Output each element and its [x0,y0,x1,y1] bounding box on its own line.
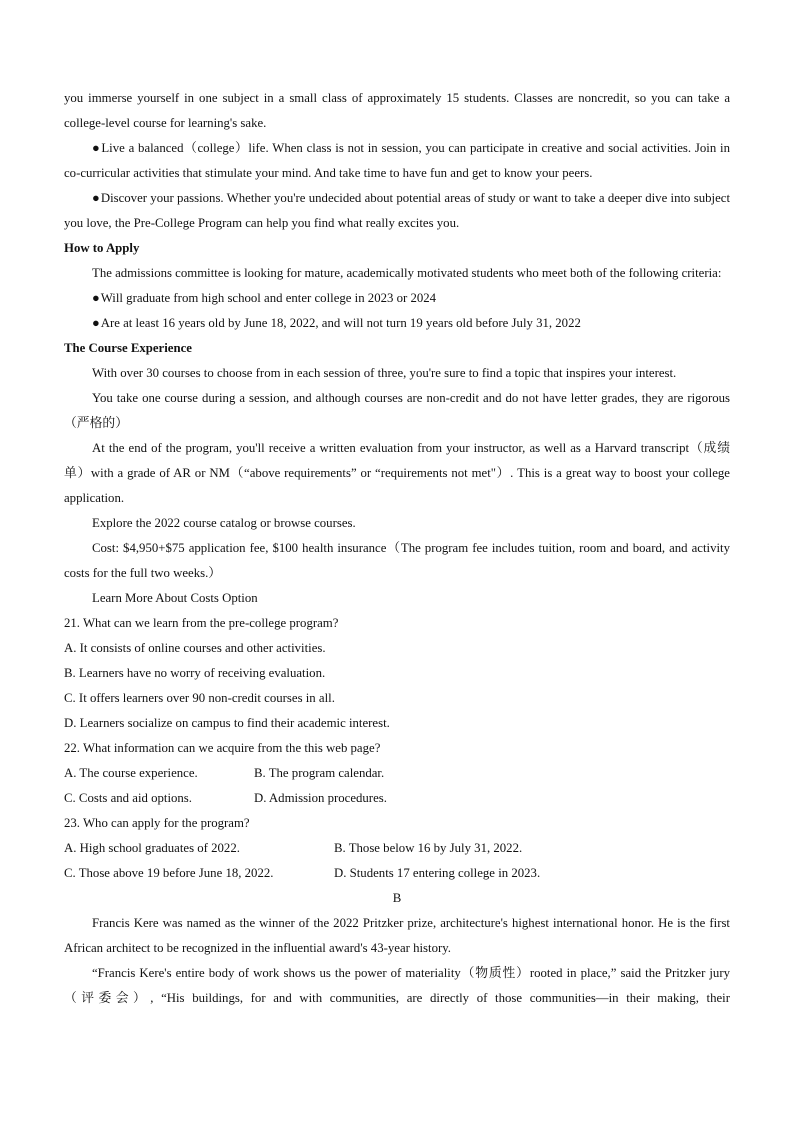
criteria-bullet-age: ● Are at least 16 years old by June 18, 2022, and will not turn 19 years old before July 31, 2022 [64,311,730,336]
question-22-option-c: C. Costs and aid options. [64,791,192,805]
cost-paragraph: Cost: $4,950+$75 application fee, $100 health insurance（The program fee includes tuition, room and board, and activity costs for the full two weeks.） [64,541,730,580]
section-b-p2: “Francis Kere's entire body of work shows us the power of materiality（物质性）rooted in place,” said the Pritzker jury（评委会）, “His buildings, for and with communities, are directly of those communities—in their making, their [64,966,730,1005]
question-23-options-row2 [64,861,730,886]
question-23-options-row1 [64,836,730,861]
question-21-option-b: B. Learners have no worry of receiving evaluation. [64,666,326,680]
question-23-option-b: B. Those below 16 by July 31, 2022. [334,841,523,855]
question-21-option-d: D. Learners socialize on campus to find their academic interest. [64,716,390,730]
document-page [64,86,730,1011]
course-experience-p1: With over 30 courses to choose from in each session of three, you're sure to find a topic that inspires your interest. [92,366,677,380]
question-22-option-d: D. Admission procedures. [254,791,387,805]
criteria-bullet-graduate: ● Will graduate from high school and enter college in 2023 or 2024 [64,286,730,311]
question-22-options-row2 [64,786,730,811]
course-experience-heading: The Course Experience [64,341,192,355]
question-22-options-row1 [64,761,730,786]
learn-more-costs-text: Learn More About Costs Option [92,591,258,605]
section-b-p1: Francis Kere was named as the winner of the 2022 Pritzker prize, architecture's highest international honor. He is the first African architect to be recognized in the influential award's 43-year history. [64,916,730,955]
question-23-option-a: A. High school graduates of 2022. [64,841,240,855]
question-23-stem: 23. Who can apply for the program? [64,816,250,830]
course-experience-p2: You take one course during a session, and although courses are non-credit and do not have letter grades, they are rigorous（严格的） [64,391,730,430]
question-22-option-a: A. The course experience. [64,766,198,780]
course-catalog-link-text: Explore the 2022 course catalog or browse courses. [92,516,356,530]
question-22-option-b: B. The program calendar. [254,766,385,780]
question-23-option-c: C. Those above 19 before June 18, 2022. [64,866,274,880]
question-23-option-d: D. Students 17 entering college in 2023. [334,866,541,880]
bullet-balanced-life: ● Live a balanced（college）life. When class is not in session, you can participate in creative and social activities. Join in co-curricular activities that stimulate your mind. And take time to have fun and get to know your peers. [64,136,730,186]
question-21-option-a: A. It consists of online courses and other activities. [64,641,326,655]
question-21-stem: 21. What can we learn from the pre-college program? [64,616,339,630]
intro-paragraph: you immerse yourself in one subject in a small class of approximately 15 students. Classes are noncredit, so you can take a college-level course for learning's sake. [64,91,730,130]
section-b-label: B [392,891,402,905]
question-22-stem: 22. What information can we acquire from the this web page? [64,741,381,755]
how-to-apply-heading: How to Apply [64,241,140,255]
course-experience-p3: At the end of the program, you'll receive a written evaluation from your instructor, as well as a Harvard transcript（成绩单）with a grade of AR or NM（“above requirements” or “requirements not met"）. This is a great way to boost your college application. [64,441,730,505]
how-to-apply-text: The admissions committee is looking for mature, academically motivated students who meet both of the following criteria: [92,266,722,280]
bullet-discover-passions: ● Discover your passions. Whether you're undecided about potential areas of study or want to take a deeper dive into subject you love, the Pre-College Program can help you find what really excites you. [64,186,730,236]
question-21-option-c: C. It offers learners over 90 non-credit courses in all. [64,691,335,705]
